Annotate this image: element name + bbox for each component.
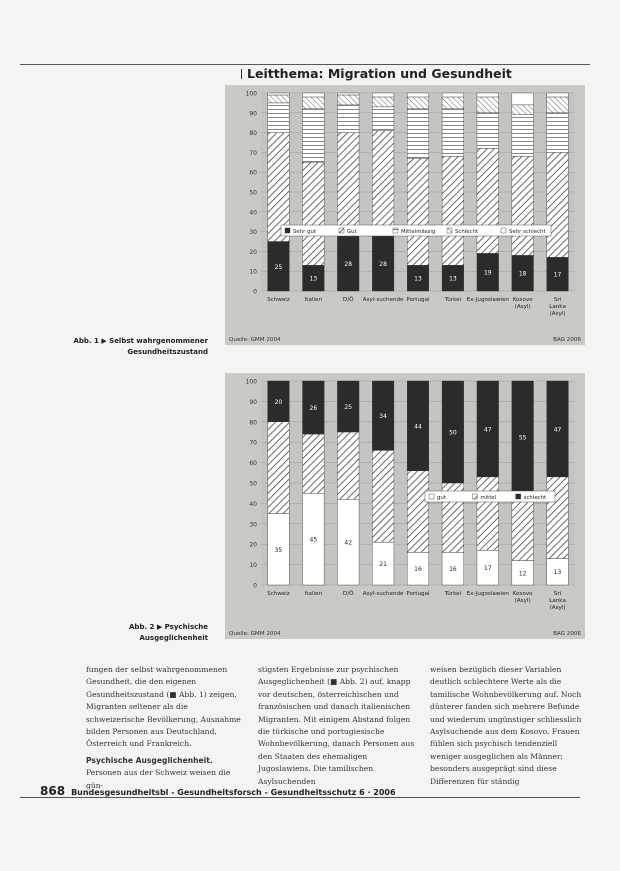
x-tick-ex-jugoslawien: Ex-Jugoslawien [466, 297, 509, 303]
data-label-schlecht-d: 25 [344, 404, 353, 411]
bar-gut-kosovo-asyl [512, 156, 534, 255]
y-tick-60: 60 [249, 169, 257, 177]
body-column-2 [258, 664, 418, 792]
data-label-gut-d: 42 [344, 539, 353, 547]
x-tick-sri-lanka-asyl: Sri [553, 297, 562, 303]
data-label-sehr-gut-d: 28 [344, 260, 353, 268]
bar-schlecht-italien [303, 97, 325, 109]
body-column-1 [86, 664, 246, 796]
data-label-gut-t-rkei: 16 [449, 566, 457, 574]
x-tick-sri-lanka-asyl: Sri [553, 591, 562, 597]
y-tick-90: 90 [249, 110, 257, 118]
data-label-schlecht-asyl-suchende: 34 [379, 413, 387, 421]
bar-mittel-asyl-suchende [372, 450, 394, 542]
figure-1-caption-line2: Gesundheitszustand [127, 347, 208, 356]
y-tick-100: 100 [245, 90, 257, 98]
legend-swatch-sehr-gut [285, 228, 290, 233]
y-tick-30: 30 [249, 229, 257, 237]
bar-mittel-italien [303, 434, 325, 493]
legend-label-gut: gut [437, 495, 446, 501]
section-heading: Psychische Ausgeglichenheit. [86, 755, 213, 765]
bar-schlecht-portugal [407, 97, 429, 109]
x-tick-asyl-suchende: Asyl-suchende [362, 297, 404, 303]
bar-mittel-d [337, 432, 359, 499]
x-tick-sri-lanka-asyl-1: Lanka [549, 304, 566, 310]
data-label-gut-italien: 45 [309, 536, 318, 544]
bar-gut-asyl-suchende [372, 131, 394, 236]
x-tick-kosovo-asyl: Kosovo [512, 297, 533, 303]
figure-1-chart [225, 85, 585, 345]
body-column-3 [430, 664, 585, 792]
bar-schlecht-kosovo-asyl [512, 105, 534, 115]
bar-mittelm-ssig-schweiz [268, 103, 290, 133]
data-label-gut-sri-lanka-asyl: 13 [553, 569, 562, 577]
y-tick-70: 70 [249, 439, 257, 447]
y-tick-80: 80 [249, 419, 257, 427]
y-tick-60: 60 [249, 460, 257, 468]
x-tick-portugal: Portugal [406, 591, 430, 597]
y-tick-40: 40 [249, 209, 257, 217]
data-label-sehr-gut-kosovo-asyl: 18 [518, 270, 527, 278]
header-rule [20, 64, 590, 65]
bar-mittel-schweiz [268, 422, 290, 514]
data-label-sehr-gut-sri-lanka-asyl: 17 [553, 271, 562, 279]
bar-mittel-sri-lanka-asyl [547, 477, 569, 559]
figure-1-caption-line1: Abb. 1 ▶ Selbst wahrgenommener [73, 337, 208, 345]
body-col2-para1: stigsten Ergebnisse zur psychischen Ausgeglichenheit (■ Abb. 2) auf, knapp vor deutschen, österreichischen und französischen und danach italienischen Migranten. Mit einigem Abstand folgen die türkische und portugiesische Wohnbevölkerung, danach Personen aus den Staaten des ehemaligen Jugoslawiens. Die tamilischen Asylsuchenden [258, 665, 415, 786]
x-tick-italien: Italien [304, 297, 323, 303]
legend-swatch-gut [429, 494, 434, 499]
source-right: BAG 2006 [553, 631, 581, 637]
data-label-sehr-gut-t-rkei: 13 [449, 275, 457, 283]
bar-gut-d [337, 133, 359, 236]
y-tick-50: 50 [249, 189, 257, 197]
y-tick-40: 40 [249, 500, 257, 508]
x-tick-schweiz: Schweiz [267, 591, 290, 597]
data-label-schlecht-t-rkei: 50 [449, 429, 457, 437]
data-label-sehr-gut-asyl-suchende: 28 [379, 260, 387, 268]
legend-label-sehr-gut: Sehr gut [293, 229, 317, 235]
legend-swatch-sehr-schlecht [501, 228, 506, 233]
legend-label-schlecht: schlecht [523, 495, 547, 501]
bar-sehr-schlecht-schweiz [268, 93, 290, 95]
bar-mittelm-ssig-sri-lanka-asyl [547, 113, 569, 153]
bar-mittelm-ssig-portugal [407, 109, 429, 159]
x-tick-sri-lanka-asyl-2: (Asyl) [549, 311, 566, 317]
bar-mittelm-ssig-kosovo-asyl [512, 115, 534, 157]
legend-label-gut: Gut [347, 229, 357, 235]
data-label-gut-asyl-suchende: 21 [379, 561, 387, 569]
x-tick-italien: Italien [304, 591, 323, 597]
bar-sehr-schlecht-portugal [407, 93, 429, 97]
bar-sehr-schlecht-italien [303, 93, 325, 97]
bar-mittelm-ssig-t-rkei [442, 109, 464, 157]
bar-sehr-schlecht-kosovo-asyl [512, 93, 534, 105]
bar-schlecht-ex-jugoslawien [477, 97, 499, 113]
x-tick-sri-lanka-asyl-1: Lanka [549, 598, 566, 604]
data-label-schlecht-portugal: 44 [414, 423, 422, 431]
x-tick-kosovo-asyl-1: (Asyl) [514, 304, 531, 310]
y-tick-0: 0 [253, 288, 257, 296]
bar-schlecht-t-rkei [442, 97, 464, 109]
legend-label-mittelm-ssig: Mittelmässig [401, 229, 436, 235]
x-tick-kosovo-asyl: Kosovo [512, 591, 533, 597]
data-label-schlecht-italien: 26 [309, 405, 318, 413]
bar-schlecht-sri-lanka-asyl [547, 97, 569, 113]
body-col1-para1: fungen der selbst wahrgenommenen Gesundheit, die den eigenen Gesundheitszustand (■ Abb. 1) zeigen, Migranten seltener als die schweizerische Bevölkerung, Ausnahme bilden Personen aus Deutschland, Österreich und Frankreich. [86, 665, 241, 749]
bar-sehr-schlecht-d [337, 93, 359, 95]
figure-2-caption [60, 622, 208, 643]
y-tick-50: 50 [249, 480, 257, 488]
y-tick-20: 20 [249, 248, 257, 256]
y-tick-80: 80 [249, 130, 257, 138]
legend-swatch-mittel [472, 494, 477, 499]
x-tick-t-rkei: Türkei [444, 297, 462, 303]
bar-gut-t-rkei [442, 156, 464, 265]
data-label-gut-kosovo-asyl: 12 [518, 570, 527, 578]
source-left: Quelle: GMM 2004 [229, 337, 281, 343]
bar-schlecht-schweiz [268, 95, 290, 103]
data-label-sehr-gut-ex-jugoslawien: 19 [483, 269, 492, 277]
x-tick-kosovo-asyl-1: (Asyl) [514, 598, 531, 604]
y-tick-0: 0 [253, 582, 257, 590]
body-col3-para1: weisen bezüglich dieser Variablen deutlich schlechtere Werte als die tamilische Wohnbevölkerung auf. Noch düsterer fanden sich mehrere Befunde und wiederum ungünstiger schliesslich Asylsuchende aus dem Kosovo. Frauen fühlen sich psychisch tendenziell weniger ausgeglichen als Männer; besonders ausgeprägt sind diese Differenzen für ständig [430, 665, 582, 786]
bar-mittelm-ssig-italien [303, 109, 325, 162]
y-tick-30: 30 [249, 521, 257, 529]
bar-gut-italien [303, 162, 325, 265]
bar-mittel-kosovo-asyl [512, 493, 534, 560]
x-tick-d: D/Ö [342, 297, 354, 303]
journal-citation: Bundesgesundheitsbl - Gesundheitsforsch - Gesundheitsschutz 6 · 2006 [71, 788, 396, 797]
bar-schlecht-d [337, 95, 359, 105]
x-tick-t-rkei: Türkei [444, 591, 462, 597]
data-label-sehr-gut-schweiz: 25 [274, 263, 283, 271]
body-col1-para2-text: Personen aus der Schweiz weisen die gün- [86, 768, 231, 790]
bar-mittelm-ssig-d [337, 105, 359, 133]
bar-schlecht-asyl-suchende [372, 97, 394, 107]
header-separator [241, 69, 242, 79]
x-tick-portugal: Portugal [406, 297, 430, 303]
figure-2-chart [225, 373, 585, 639]
y-tick-10: 10 [249, 268, 257, 276]
bar-sehr-schlecht-ex-jugoslawien [477, 93, 499, 97]
y-tick-10: 10 [249, 562, 257, 570]
x-tick-asyl-suchende: Asyl-suchende [362, 591, 404, 597]
y-tick-70: 70 [249, 149, 257, 157]
x-tick-sri-lanka-asyl-2: (Asyl) [549, 605, 566, 611]
bar-sehr-schlecht-asyl-suchende [372, 93, 394, 97]
bar-mittel-ex-jugoslawien [477, 477, 499, 550]
data-label-schlecht-sri-lanka-asyl: 47 [553, 426, 562, 434]
bar-mittelm-ssig-ex-jugoslawien [477, 113, 499, 149]
running-header: Leitthema: Migration und Gesundheit [247, 66, 512, 81]
data-label-sehr-gut-italien: 13 [309, 275, 318, 283]
x-tick-schweiz: Schweiz [267, 297, 290, 303]
y-tick-20: 20 [249, 541, 257, 549]
data-label-schlecht-kosovo-asyl: 55 [518, 434, 527, 442]
data-label-schlecht-schweiz: 20 [274, 398, 283, 406]
legend-swatch-schlecht [516, 494, 521, 499]
figure-2-caption-line2: Ausgeglichenheit [139, 633, 208, 642]
x-tick-d: D/Ö [342, 591, 354, 597]
source-right: BAG 2006 [553, 337, 581, 343]
source-left: Quelle: GMM 2004 [229, 631, 281, 637]
legend-label-mittel: mittel [480, 495, 497, 501]
footer-rule [20, 797, 580, 798]
bar-sehr-schlecht-t-rkei [442, 93, 464, 97]
y-tick-90: 90 [249, 398, 257, 406]
bar-gut-ex-jugoslawien [477, 148, 499, 253]
legend-swatch-schlecht [447, 228, 452, 233]
legend-label-schlecht: Schlecht [455, 229, 479, 235]
legend-swatch-gut [339, 228, 344, 233]
legend-swatch-mittelm-ssig [393, 228, 398, 233]
data-label-gut-ex-jugoslawien: 17 [483, 565, 492, 573]
bar-gut-portugal [407, 158, 429, 265]
data-label-gut-portugal: 16 [414, 566, 422, 574]
figure-2-caption-line1: Abb. 2 ▶ Psychische [129, 623, 208, 631]
bar-sehr-schlecht-sri-lanka-asyl [547, 93, 569, 97]
x-tick-ex-jugoslawien: Ex-Jugoslawien [466, 591, 509, 597]
data-label-schlecht-ex-jugoslawien: 47 [483, 426, 492, 434]
bar-gut-sri-lanka-asyl [547, 152, 569, 257]
data-label-gut-schweiz: 35 [274, 546, 283, 554]
bar-mittelm-ssig-asyl-suchende [372, 107, 394, 131]
bar-mittel-portugal [407, 471, 429, 553]
y-tick-100: 100 [245, 378, 257, 386]
figure-1-caption [60, 336, 208, 357]
page-number: 868 [40, 784, 66, 798]
page-footer [40, 784, 396, 798]
legend-label-sehr-schlecht: Sehr schlecht [509, 229, 546, 235]
data-label-sehr-gut-portugal: 13 [414, 275, 422, 283]
